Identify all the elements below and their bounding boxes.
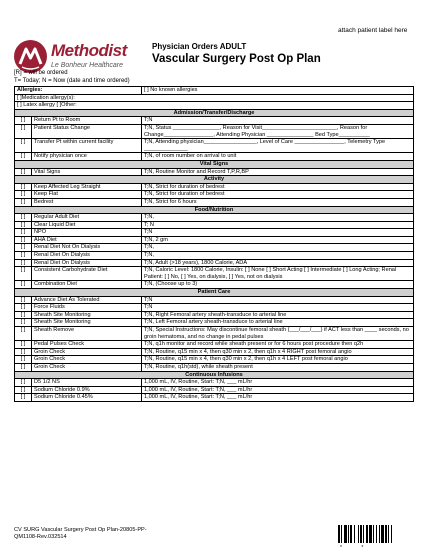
order-checkbox[interactable]: [ ] bbox=[15, 267, 32, 281]
order-name: Groin Check bbox=[32, 363, 142, 371]
order-detail: 1,000 mL, IV, Routine, Start: T;N, ___ mL/hr bbox=[142, 386, 414, 394]
order-row bbox=[15, 124, 414, 138]
orders-table bbox=[14, 86, 414, 402]
order-row bbox=[15, 319, 414, 327]
order-name: Bedrest bbox=[32, 198, 142, 206]
order-row bbox=[15, 244, 414, 252]
order-name: Keep Flat bbox=[32, 191, 142, 199]
section-title: Admission/Transfer/Discharge bbox=[15, 109, 414, 117]
order-detail: T;N bbox=[142, 229, 414, 237]
barcode-bar bbox=[348, 525, 349, 543]
order-checkbox[interactable]: [ ] bbox=[15, 124, 32, 138]
order-name: Patient Status Change bbox=[32, 124, 142, 138]
order-checkbox[interactable]: [ ] bbox=[15, 139, 32, 153]
barcode-bar bbox=[354, 525, 355, 543]
order-row bbox=[15, 221, 414, 229]
barcode bbox=[338, 525, 414, 543]
order-name: D5 1/2 NS bbox=[32, 379, 142, 387]
order-name: Transfer Pt within current facility bbox=[32, 139, 142, 153]
barcode-bar bbox=[373, 525, 374, 543]
barcode-bar bbox=[360, 525, 362, 543]
order-detail: T;N, Adult (>18 years), 1800 Calorie, ADA bbox=[142, 259, 414, 267]
order-detail: T;N, Right Femoral artery sheath-transduce to arterial line bbox=[142, 311, 414, 319]
logo-subtitle: Le Bonheur Healthcare bbox=[51, 62, 123, 69]
order-row bbox=[15, 296, 414, 304]
order-detail: T;N, bbox=[142, 244, 414, 252]
order-name: Renal Diet On Dialysis bbox=[32, 252, 142, 260]
order-name: Sheath Remove bbox=[32, 327, 142, 341]
order-detail: T;N, Status _______________, Reason for Visit________________________, Reason for Change________________, Attending Physician _______________ Bed Type__________ bbox=[142, 124, 414, 138]
order-detail: T;N, Left Femoral artery sheath-transduce to arterial line bbox=[142, 319, 414, 327]
logo-mark-icon bbox=[14, 40, 47, 73]
order-detail: T;N, (Choose up to 3) bbox=[142, 281, 414, 289]
allergies-title: Allergies: bbox=[15, 87, 142, 95]
order-name: Notify physician once bbox=[32, 153, 142, 161]
section-header bbox=[15, 176, 414, 184]
barcode-bar bbox=[379, 525, 380, 543]
barcode-bar bbox=[358, 525, 359, 543]
order-name: Renal Diet Not On Dialysis bbox=[32, 244, 142, 252]
order-detail: T;N, Strict for duration of bedrest bbox=[142, 183, 414, 191]
order-name: Force Fluids bbox=[32, 304, 142, 312]
order-detail: T;N, Strict for 6 hours bbox=[142, 198, 414, 206]
form-subtitle: Vascular Surgery Post Op Plan bbox=[152, 53, 321, 65]
order-row bbox=[15, 236, 414, 244]
logo-name: Methodist bbox=[51, 41, 127, 60]
form-title: Physician Orders ADULT bbox=[152, 42, 247, 51]
section-header bbox=[15, 109, 414, 117]
barcode-bar bbox=[350, 525, 352, 543]
order-row bbox=[15, 214, 414, 222]
order-checkbox[interactable]: [ ] bbox=[15, 198, 32, 206]
order-name: Keep Affected Leg Straight bbox=[32, 183, 142, 191]
order-checkbox[interactable]: [ ] bbox=[15, 296, 32, 304]
order-detail: T;N, Routine, q15 min x 4, then q30 min x 2, then q1h x 4 LEFT post femoral angio bbox=[142, 356, 414, 364]
order-row bbox=[15, 267, 414, 281]
order-name: Clear Liquid Diet bbox=[32, 221, 142, 229]
order-checkbox[interactable]: [ ] bbox=[15, 394, 32, 402]
order-name: Groin Check bbox=[32, 348, 142, 356]
patient-label-note: attach patient label here bbox=[338, 27, 408, 34]
order-row bbox=[15, 356, 414, 364]
order-checkbox[interactable]: [ ] bbox=[15, 229, 32, 237]
order-name: Return Pt to Room bbox=[32, 117, 142, 125]
barcode-bar bbox=[385, 525, 387, 543]
order-checkbox[interactable]: [ ] bbox=[15, 183, 32, 191]
barcode-bar bbox=[338, 525, 340, 543]
order-checkbox[interactable]: [ ] bbox=[15, 379, 32, 387]
order-detail: T;N, Strict for duration of bedrest bbox=[142, 191, 414, 199]
order-row bbox=[15, 198, 414, 206]
order-checkbox[interactable]: [ ] bbox=[15, 356, 32, 364]
order-row bbox=[15, 168, 414, 176]
order-detail: T;N, bbox=[142, 252, 414, 260]
order-checkbox[interactable]: [ ] bbox=[15, 252, 32, 260]
barcode-bar bbox=[344, 525, 347, 543]
order-checkbox[interactable]: [ ] bbox=[15, 244, 32, 252]
section-title: Patient Care bbox=[15, 289, 414, 297]
barcode-bar bbox=[376, 525, 377, 543]
section-header bbox=[15, 160, 414, 168]
order-name: AHA Diet bbox=[32, 236, 142, 244]
order-row bbox=[15, 117, 414, 125]
order-detail: T;N, Special Instructions: May discontinue femoral sheath (___/___/___) if ACT less than ____ seconds, no groin hematoma, and no change in pedal pulses bbox=[142, 327, 414, 341]
order-checkbox[interactable]: [ ] bbox=[15, 153, 32, 161]
order-detail: T;N, Caloric Level: 1800 Calorie, Insulin: [ ] None [ ] Short Acting [ ] Intermediate [ ] Long Acting; Renal Patient: [ ] No, [ ] Yes, on dialysis, [ ] Yes, not on dialysis bbox=[142, 267, 414, 281]
order-name: Consistent Carbohydrate Diet bbox=[32, 267, 142, 281]
barcode-bar bbox=[388, 525, 389, 543]
section-header bbox=[15, 206, 414, 214]
order-name: Vital Signs bbox=[32, 168, 142, 176]
order-checkbox[interactable]: [ ] bbox=[15, 281, 32, 289]
order-name: Regular Adult Diet bbox=[32, 214, 142, 222]
order-row bbox=[15, 327, 414, 341]
methodist-logo bbox=[14, 40, 134, 74]
section-header bbox=[15, 371, 414, 379]
footer-line: CV SURG Vascular Surgery Post Op Plan-20805-PP- bbox=[14, 527, 147, 533]
order-checkbox[interactable]: [ ] bbox=[15, 117, 32, 125]
order-name: Groin Check bbox=[32, 356, 142, 364]
barcode-bar bbox=[366, 525, 368, 543]
order-row bbox=[15, 348, 414, 356]
order-row bbox=[15, 363, 414, 371]
order-detail: T; N bbox=[142, 221, 414, 229]
barcode-bar bbox=[369, 525, 372, 543]
order-name: Sodium Chloride 0.45% bbox=[32, 394, 142, 402]
barcode-text: * * bbox=[340, 545, 373, 551]
no-known-allergies[interactable]: [ ] No known allergies bbox=[142, 87, 414, 95]
order-checkbox[interactable]: [ ] bbox=[15, 319, 32, 327]
order-checkbox[interactable]: [ ] bbox=[15, 348, 32, 356]
section-title: Activity bbox=[15, 176, 414, 184]
order-detail: T;N bbox=[142, 117, 414, 125]
order-checkbox[interactable]: [ ] bbox=[15, 327, 32, 341]
order-detail: 1,000 mL, IV, Routine, Start: T;N, ___ mL/hr bbox=[142, 394, 414, 402]
order-row bbox=[15, 394, 414, 402]
order-detail: T;N, 2 gm bbox=[142, 236, 414, 244]
order-checkbox[interactable]: [ ] bbox=[15, 363, 32, 371]
order-name: Advance Diet As Tolerated bbox=[32, 296, 142, 304]
order-name: Sheath Site Monitoring bbox=[32, 311, 142, 319]
barcode-bar bbox=[381, 525, 384, 543]
section-header bbox=[15, 289, 414, 297]
order-checkbox[interactable]: [ ] bbox=[15, 341, 32, 349]
order-checkbox[interactable]: [ ] bbox=[15, 386, 32, 394]
order-checkbox[interactable]: [ ] bbox=[15, 191, 32, 199]
order-row bbox=[15, 252, 414, 260]
order-checkbox[interactable]: [ ] bbox=[15, 221, 32, 229]
order-name: Renal Diet On Dialysis bbox=[32, 259, 142, 267]
legend-line: [R] = will be ordered bbox=[14, 70, 68, 76]
order-checkbox[interactable]: [ ] bbox=[15, 236, 32, 244]
order-name: Sodium Chloride 0.9% bbox=[32, 386, 142, 394]
order-checkbox[interactable]: [ ] bbox=[15, 168, 32, 176]
barcode-bar bbox=[363, 525, 364, 543]
order-name: NPO bbox=[32, 229, 142, 237]
section-title: Food/Nutrition bbox=[15, 206, 414, 214]
barcode-bar bbox=[341, 525, 342, 543]
height-weight bbox=[14, 78, 130, 86]
order-detail: T;N, of room number on arrival to unit bbox=[142, 153, 414, 161]
order-row bbox=[15, 229, 414, 237]
order-name: Sheath Site Monitoring bbox=[32, 319, 142, 327]
order-name: Combination Diet bbox=[32, 281, 142, 289]
order-row bbox=[15, 311, 414, 319]
order-row bbox=[15, 153, 414, 161]
order-detail: T;N, q1h monitor and record while sheath present or for 6 hours post procedure then q2h bbox=[142, 341, 414, 349]
order-detail: T;N, Routine Monitor and Record T,P,R,BP bbox=[142, 168, 414, 176]
footer bbox=[14, 527, 147, 541]
barcode-bar bbox=[391, 525, 392, 543]
order-row bbox=[15, 386, 414, 394]
order-checkbox[interactable]: [ ] bbox=[15, 304, 32, 312]
footer-line: QM1108-Rev.032514 bbox=[14, 534, 67, 540]
order-detail: 1,000 mL, IV, Routine, Start: T;N, ___ mL/hr bbox=[142, 379, 414, 387]
order-detail: T;N, Routine, q15 min x 4, then q30 min x 2, then q1h x 4 RIGHT post femoral angio bbox=[142, 348, 414, 356]
legend-line: T= Today; N = Now (date and time ordered) bbox=[14, 78, 130, 84]
order-row bbox=[15, 191, 414, 199]
latex-other-allergy[interactable]: [ ] Latex allergy [ ]Other: bbox=[15, 102, 414, 110]
section-title: Continuous Infusions bbox=[15, 371, 414, 379]
order-checkbox[interactable]: [ ] bbox=[15, 311, 32, 319]
order-row bbox=[15, 183, 414, 191]
order-detail: T;N bbox=[142, 304, 414, 312]
order-detail: T;N, Attending physician_________________, Level of Care ________________, Telemetry Type ______________ bbox=[142, 139, 414, 153]
order-detail: T;N bbox=[142, 296, 414, 304]
order-row bbox=[15, 341, 414, 349]
legend bbox=[14, 70, 68, 78]
order-row bbox=[15, 259, 414, 267]
order-row bbox=[15, 281, 414, 289]
order-detail: T;N, Routine, q1h(std), while sheath present bbox=[142, 363, 414, 371]
order-checkbox[interactable]: [ ] bbox=[15, 214, 32, 222]
order-checkbox[interactable]: [ ] bbox=[15, 259, 32, 267]
order-row bbox=[15, 379, 414, 387]
section-title: Vital Signs bbox=[15, 160, 414, 168]
order-detail: T;N, bbox=[142, 214, 414, 222]
order-row bbox=[15, 139, 414, 153]
order-row bbox=[15, 304, 414, 312]
order-name: Pedal Pulses Check bbox=[32, 341, 142, 349]
medication-allergy[interactable]: [ ]Medication allergy(s): bbox=[15, 94, 414, 102]
